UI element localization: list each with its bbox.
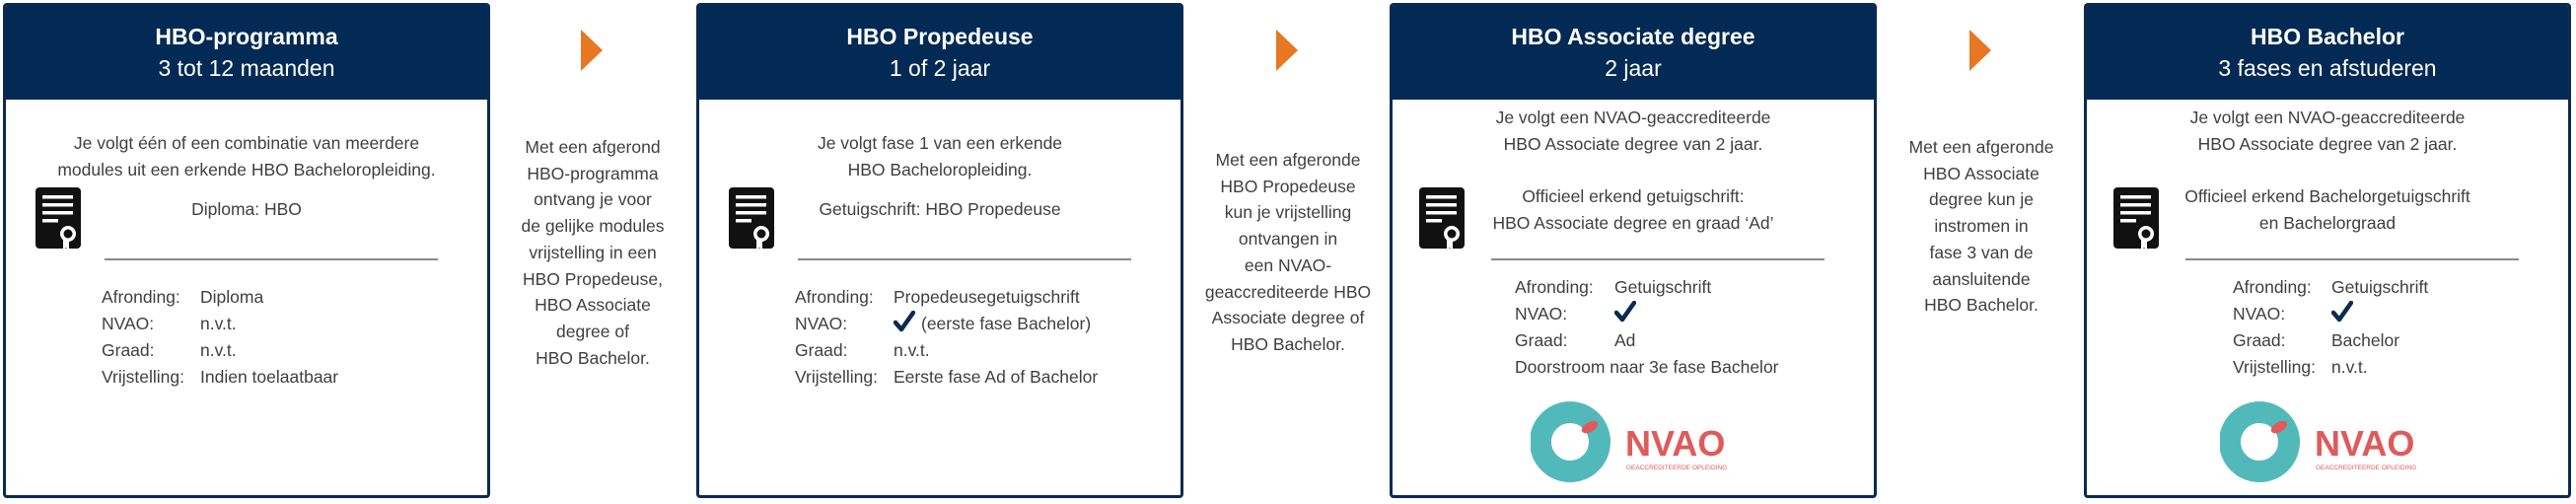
card-header [2087, 6, 2568, 100]
transition-line: HBO Bachelor. [1924, 295, 2039, 316]
detail-value [894, 364, 1098, 391]
detail-row [2233, 274, 2428, 301]
detail-value [2331, 274, 2428, 301]
description-line: HBO Associate degree van 2 jaar. [1503, 134, 1763, 154]
arrow-right-icon [581, 30, 603, 71]
transition-line: vrijstelling in een [529, 242, 657, 262]
detail-extra [1515, 354, 1779, 381]
detail-label: NVAO: [795, 314, 848, 333]
detail-value-text: Diploma [200, 287, 264, 307]
certificate-line: Officieel erkend getuigschrift: [1522, 186, 1745, 206]
detail-row [795, 311, 1098, 337]
detail-label: NVAO: [1515, 304, 1568, 324]
detail-value-text: Getuigschrift [1614, 277, 1712, 297]
divider [798, 258, 1131, 260]
certificate-text [6, 196, 487, 223]
detail-label: Graad: [2233, 330, 2286, 350]
detail-label: Afronding: [102, 287, 180, 307]
certificate-line: Officieel erkend Bachelorgetuigschrift [2184, 186, 2470, 206]
detail-value [200, 284, 263, 311]
transition-line: HBO Propedeuse [1220, 176, 1356, 196]
stage-card [2084, 3, 2571, 498]
detail-value [2331, 327, 2399, 354]
card-subtitle: 3 tot 12 maanden [158, 55, 335, 81]
transition-line: Met een afgeronde [1215, 150, 1361, 170]
detail-value-text: n.v.t. [2331, 357, 2368, 377]
certificate-text [2087, 183, 2568, 237]
transition-line: Associate degree of [1211, 308, 1365, 328]
detail-row [1515, 274, 1779, 301]
transition-line: instromen in [1934, 216, 2029, 237]
description-line: Je volgt één of een combinatie van meerdere [73, 133, 420, 153]
certificate-text [699, 196, 1181, 223]
certificate-line: Getuigschrift: HBO Propedeuse [819, 199, 1061, 219]
detail-value [1614, 274, 1711, 301]
detail-row [795, 337, 1098, 364]
transition-line: Met een afgerond [525, 137, 661, 157]
detail-row [102, 284, 338, 311]
transition-line: HBO-programma [527, 163, 659, 183]
detail-row [1515, 301, 1779, 327]
arrow-right-icon [1969, 30, 1991, 71]
detail-value-text: n.v.t. [894, 340, 930, 360]
detail-label: Graad: [1515, 330, 1568, 350]
nvao-logo-tagline: GEACCREDITEERDE OPLEIDING [2316, 465, 2417, 471]
transition-line: HBO Associate [535, 295, 651, 316]
card-header [1393, 6, 1874, 100]
detail-label: Afronding: [795, 287, 874, 307]
transition-line: de gelijke modules [521, 216, 665, 237]
transition-line: ontvangen in [1238, 229, 1338, 250]
divider [2185, 258, 2519, 260]
transition-line: een NVAO- [1244, 254, 1332, 275]
detail-row [102, 311, 338, 337]
card-subtitle: 3 fases en afstuderen [2218, 55, 2437, 81]
detail-value [1614, 301, 1642, 327]
description-line: modules uit een erkende HBO Bacheloropleiding. [57, 160, 436, 180]
detail-row [102, 364, 338, 391]
detail-row [795, 284, 1098, 311]
stage-card [3, 3, 490, 498]
detail-row [1515, 327, 1779, 354]
nvao-logo [2220, 398, 2467, 485]
detail-label: NVAO: [2233, 304, 2286, 324]
detail-row [795, 364, 1098, 391]
card-subtitle: 1 of 2 jaar [889, 55, 991, 81]
certificate-line: Diploma: HBO [191, 199, 302, 219]
detail-label: Afronding: [1515, 277, 1594, 297]
transition-line: aansluitende [1932, 268, 2031, 289]
detail-label: NVAO: [102, 314, 155, 333]
card-title: HBO Propedeuse [846, 24, 1034, 49]
detail-value-text: n.v.t. [200, 340, 237, 360]
certificate-line: en Bachelorgraad [2258, 213, 2397, 233]
detail-value-text: Indien toelaatbaar [200, 367, 339, 387]
transition-line: Met een afgeronde [1908, 137, 2054, 157]
transition-line: degree of [556, 321, 629, 341]
checkmark-icon [1614, 301, 1636, 323]
extra-text: Doorstroom naar 3e fase Bachelor [1515, 357, 1779, 377]
stage-card [696, 3, 1183, 498]
transition-line: HBO Propedeuse, [522, 268, 664, 289]
transition-line: kun je vrijstelling [1224, 202, 1352, 223]
description-line: Je volgt fase 1 van een erkende [817, 133, 1063, 153]
detail-label: Graad: [102, 340, 155, 360]
card-header [699, 6, 1181, 100]
detail-value [200, 337, 237, 364]
stage-card [1390, 3, 1877, 498]
transition-line: geaccrediteerde HBO [1204, 281, 1372, 302]
nvao-logo-text: NVAO [2315, 423, 2415, 464]
nvao-logo-text: NVAO [1625, 423, 1726, 464]
transition-text [499, 134, 686, 371]
detail-value [894, 311, 1091, 337]
detail-value-text: n.v.t. [200, 314, 237, 333]
transition-text [1888, 134, 2075, 319]
checkmark-icon [894, 311, 915, 332]
detail-label: Vrijstelling: [102, 367, 184, 387]
card-description [2087, 105, 2568, 158]
card-title: HBO-programma [155, 24, 338, 49]
detail-label: Graad: [795, 340, 848, 360]
detail-label: Vrijstelling: [795, 367, 878, 387]
transition-text [1194, 147, 1382, 358]
details-list [1515, 274, 1779, 381]
certificate-line: HBO Associate degree en graad ‘Ad’ [1492, 213, 1774, 233]
description-line: HBO Bacheloropleiding. [847, 160, 1033, 180]
detail-row [2233, 354, 2428, 381]
detail-value [894, 284, 1080, 311]
detail-value-text: Eerste fase Ad of Bachelor [894, 367, 1099, 387]
detail-value [2331, 301, 2359, 327]
transition-line: ontvang je voor [534, 189, 652, 210]
card-header [6, 6, 487, 100]
details-list [102, 284, 338, 391]
card-description [6, 130, 487, 183]
detail-value [894, 337, 930, 364]
description-line: Je volgt een NVAO-geaccrediteerde [1495, 108, 1771, 127]
detail-value-text: Ad [1614, 330, 1636, 350]
certificate-text [1393, 183, 1874, 237]
details-list [795, 284, 1098, 391]
detail-value-text: Bachelor [2331, 330, 2400, 350]
transition-line: HBO Associate [1923, 163, 2039, 183]
nvao-logo-tagline: GEACCREDITEERDE OPLEIDING [1626, 465, 1728, 471]
card-description [699, 130, 1181, 183]
divider [105, 258, 438, 260]
card-title: HBO Associate degree [1511, 24, 1755, 49]
detail-label: Vrijstelling: [2233, 357, 2316, 377]
detail-value [200, 311, 237, 337]
description-line: Je volgt een NVAO-geaccrediteerde [2189, 108, 2466, 127]
card-subtitle: 2 jaar [1605, 55, 1662, 81]
nvao-logo [1531, 398, 1777, 485]
detail-value-text: Propedeusegetuigschrift [894, 287, 1080, 307]
detail-value-text: Getuigschrift [2331, 277, 2429, 297]
detail-row [2233, 327, 2428, 354]
card-title: HBO Bachelor [2251, 24, 2404, 49]
checkmark-icon [2331, 301, 2353, 323]
detail-label: Afronding: [2233, 277, 2312, 297]
description-line: HBO Associate degree van 2 jaar. [2197, 134, 2458, 154]
arrow-right-icon [1276, 30, 1298, 71]
transition-line: fase 3 van de [1929, 242, 2034, 262]
detail-value [200, 364, 338, 391]
divider [1491, 258, 1825, 260]
transition-line: degree kun je [1928, 189, 2035, 210]
card-description [1393, 105, 1874, 158]
detail-value-text: (eerste fase Bachelor) [921, 314, 1092, 333]
detail-row [2233, 301, 2428, 327]
transition-line: HBO Bachelor. [536, 347, 650, 368]
details-list [2233, 274, 2428, 381]
detail-value [1614, 327, 1635, 354]
transition-line: HBO Bachelor. [1231, 333, 1345, 354]
detail-row [102, 337, 338, 364]
detail-value [2331, 354, 2368, 381]
